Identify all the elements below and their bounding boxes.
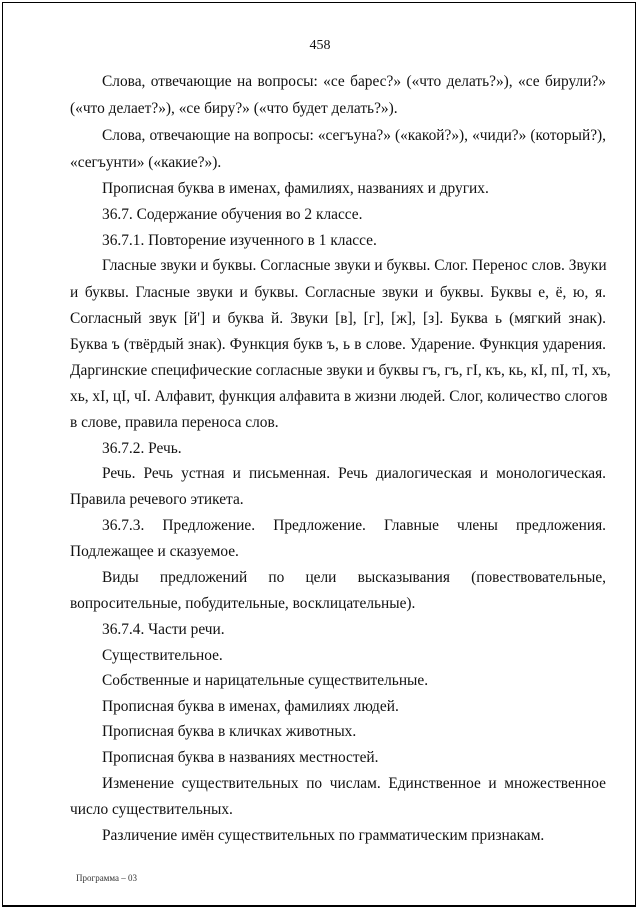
page-number: 458 <box>309 38 331 53</box>
text-line: Даргинские специфические согласные звуки и буквы гъ, гъ, гI, къ, кь, кI, пI, тI, хъ, <box>70 362 611 379</box>
text-line: («что делает?»), «се биру?» («что будет делать?»). <box>70 100 398 117</box>
subsection-heading: 36.7.1. Повторение изученного в 1 классе. <box>102 232 377 249</box>
text-line: Правила речевого этикета. <box>70 491 244 508</box>
text-line: Подлежащее и сказуемое. <box>70 543 239 560</box>
text-line: число существительных. <box>70 801 233 818</box>
text-line: Буква ъ (твёрдый знак). Функция букв ъ, ь в слове. Ударение. Функция ударения. <box>70 336 606 353</box>
text-line: Гласные звуки и буквы. Согласные звуки и буквы. Слог. Перенос слов. Звуки <box>102 257 607 274</box>
text-line: Речь. Речь устная и письменная. Речь диалогическая и монологическая. <box>102 465 606 482</box>
text-line: вопросительные, побудительные, восклицательные). <box>70 595 416 612</box>
text-line: Прописная буква в кличках животных. <box>102 723 357 740</box>
text-line: Слова, отвечающие на вопросы: «се барес?» («что делать?»), «се бирули?» <box>102 73 606 90</box>
text-line: «сегъунти» («какие?»). <box>70 154 222 171</box>
text-line: в слове, правила переноса слов. <box>70 414 279 431</box>
text-line: Изменение существительных по числам. Единственное и множественное <box>102 775 606 792</box>
text-line: Виды предложений по цели высказывания (повествовательные, <box>102 569 606 586</box>
text-line: Прописная буква в названиях местностей. <box>102 749 379 766</box>
text-line: Собственные и нарицательные существительные. <box>102 672 429 689</box>
subsection-heading: 36.7.2. Речь. <box>102 440 182 457</box>
subsection-heading: 36.7.4. Части речи. <box>102 621 225 638</box>
footer-label: Программа – 03 <box>76 873 138 883</box>
text-line: Слова, отвечающие на вопросы: «сегъуна?» («какой?»), «чиди?» (который?), <box>102 127 606 144</box>
text-line: Различение имён существительных по грамматическим признакам. <box>102 827 545 844</box>
section-heading: 36.7. Содержание обучения во 2 классе. <box>102 206 363 223</box>
text-line: Прописная буква в именах, фамилиях людей. <box>102 698 399 715</box>
text-line: Прописная буква в именах, фамилиях, названиях и других. <box>102 180 489 197</box>
text-line: Существительное. <box>102 647 223 664</box>
text-line: Согласный звук [й'] и буква й. Звуки [в], [г], [ж], [з]. Буква ь (мягкий знак). <box>70 310 606 327</box>
text-line: хь, хI, цI, чI. Алфавит, функция алфавита в жизни людей. Слог, количество слогов <box>70 388 608 405</box>
text-line: и буквы. Гласные звуки и буквы. Согласные звуки и буквы. Буквы е, ё, ю, я. <box>70 284 606 301</box>
subsection-heading: 36.7.3. Предложение. Предложение. Главные члены предложения. <box>102 517 606 534</box>
